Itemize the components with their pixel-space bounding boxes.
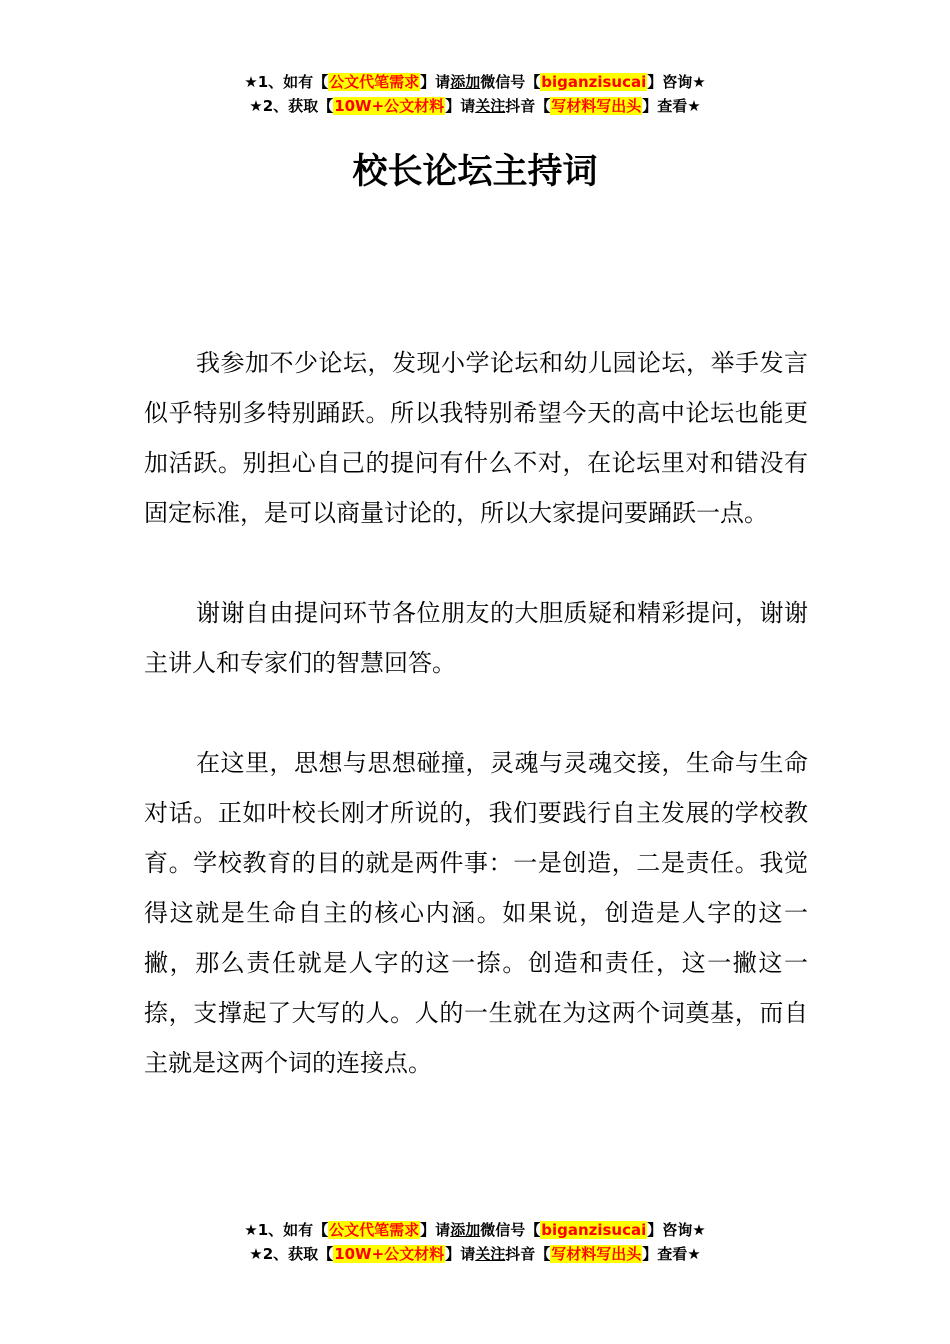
banner-underline: 添加 [450, 1221, 481, 1239]
banner-underline: 关注 [475, 97, 506, 115]
paragraph-gap [144, 688, 808, 738]
banner-highlight: biganzisucai [541, 1221, 647, 1239]
paragraph: 谢谢自由提问环节各位朋友的大胆质疑和精彩提问，谢谢主讲人和专家们的智慧回答。 [144, 599, 808, 677]
banner-line-2: ★2、获取【10W+公文材料】请关注抖音【写材料写出头】查看★ [249, 97, 701, 115]
banner-highlight: 公文代笔需求 [329, 73, 420, 91]
banner-highlight: biganzisucai [541, 73, 647, 91]
paragraph-gap [144, 538, 808, 588]
header-banner [0, 70, 950, 118]
banner-line-2: ★2、获取【10W+公文材料】请关注抖音【写材料写出头】查看★ [249, 1245, 701, 1263]
banner-highlight: 写材料写出头 [551, 1245, 642, 1263]
banner-line-1: ★1、如有【公文代笔需求】请添加微信号【biganzisucai】咨询★ [244, 1221, 706, 1239]
banner-highlight: 写材料写出头 [551, 97, 642, 115]
banner-highlight: 公文代笔需求 [329, 1221, 420, 1239]
document-title: 校长论坛主持词 [352, 152, 598, 192]
banner-highlight: 10W+公文材料 [334, 97, 445, 115]
banner-underline: 添加 [450, 73, 481, 91]
footer-banner [0, 1218, 950, 1266]
paragraph: 在这里，思想与思想碰撞，灵魂与灵魂交接，生命与生命对话。正如叶校长刚才所说的，我们要践行自主发展的学校教育。学校教育的目的就是两件事：一是创造，二是责任。我觉得这就是生命自主的核心内涵。如果说，创造是人字的这一撇，那么责任就是人字的这一捺。创造和责任，这一撇这一捺，支撑起了大写的人。人的一生就在为这两个词奠基，而自主就是这两个词的连接点。 [144, 749, 808, 1077]
paragraph: 我参加不少论坛，发现小学论坛和幼儿园论坛，举手发言似乎特别多特别踊跃。所以我特别希望今天的高中论坛也能更加活跃。别担心自己的提问有什么不对，在论坛里对和错没有固定标准，是可以商量讨论的，所以大家提问要踊跃一点。 [144, 349, 808, 527]
banner-underline: 关注 [475, 1245, 506, 1263]
banner-highlight: 10W+公文材料 [334, 1245, 445, 1263]
document-body [144, 338, 808, 1088]
banner-line-1: ★1、如有【公文代笔需求】请添加微信号【biganzisucai】咨询★ [244, 73, 706, 91]
